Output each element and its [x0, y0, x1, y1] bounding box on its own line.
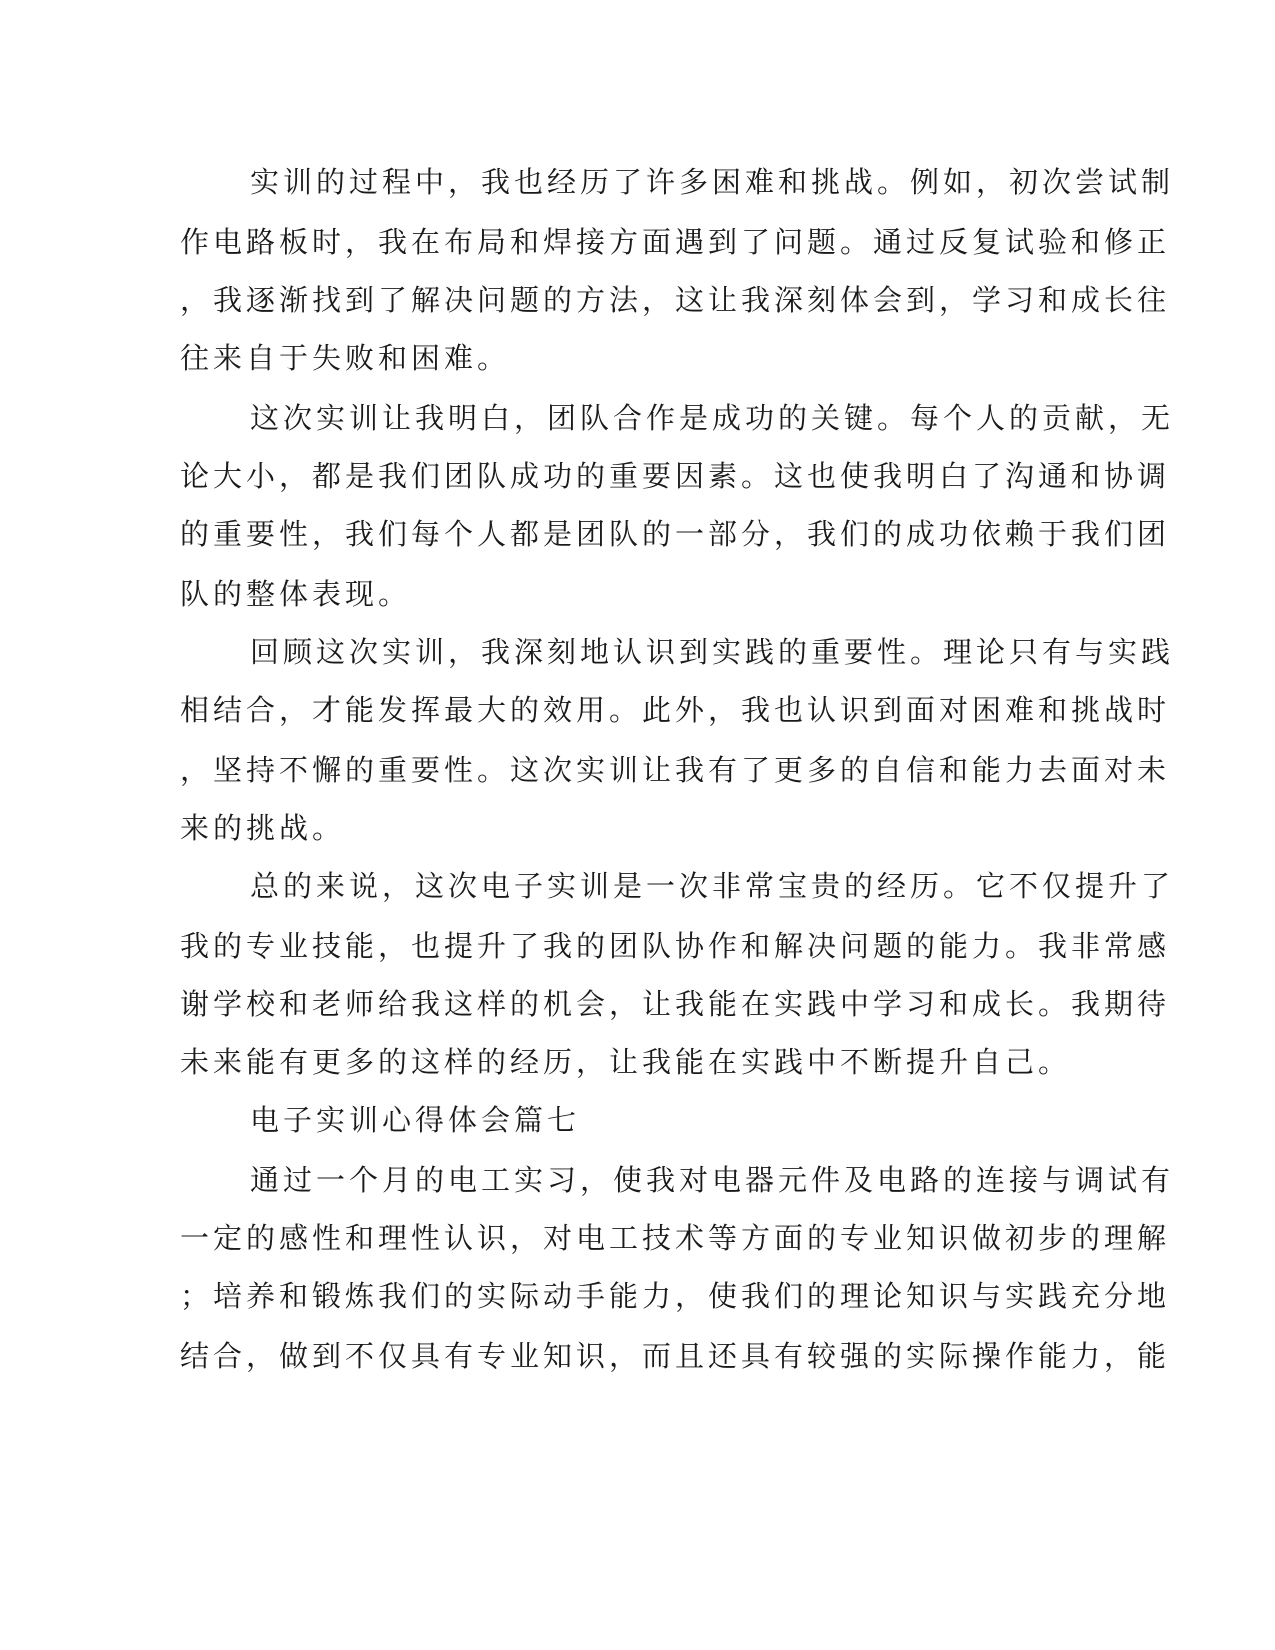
paragraph-line: 论大小，都是我们团队成功的重要因素。这也使我明白了沟通和协调 [180, 459, 1171, 493]
paragraph-line: 相结合，才能发挥最大的效用。此外，我也认识到面对困难和挑战时 [180, 693, 1171, 727]
paragraph-line: 往来自于失败和困难。 [180, 341, 511, 375]
paragraph-line: 这次实训让我明白，团队合作是成功的关键。每个人的贡献，无 [250, 401, 1175, 435]
paragraph-line: ，坚持不懈的重要性。这次实训让我有了更多的自信和能力去面对未 [180, 753, 1171, 787]
paragraph-line: 结合，做到不仅具有专业知识，而且还具有较强的实际操作能力，能 [180, 1339, 1171, 1373]
paragraph-line: 的重要性，我们每个人都是团队的一部分，我们的成功依赖于我们团 [180, 517, 1171, 551]
paragraph-line: 队的整体表现。 [180, 577, 412, 611]
paragraph-line: ；培养和锻炼我们的实际动手能力，使我们的理论知识与实践充分地 [180, 1279, 1171, 1313]
paragraph-line: 谢学校和老师给我这样的机会，让我能在实践中学习和成长。我期待 [180, 987, 1171, 1021]
paragraph-line: ，我逐渐找到了解决问题的方法，这让我深刻体会到，学习和成长往 [180, 283, 1171, 317]
paragraph-line: 实训的过程中，我也经历了许多困难和挑战。例如，初次尝试制 [250, 165, 1175, 199]
paragraph-line: 我的专业技能，也提升了我的团队协作和解决问题的能力。我非常感 [180, 929, 1171, 963]
paragraph-line: 总的来说，这次电子实训是一次非常宝贵的经历。它不仅提升了 [250, 869, 1175, 903]
paragraph-line: 未来能有更多的这样的经历，让我能在实践中不断提升自己。 [180, 1045, 1072, 1079]
section-heading: 电子实训心得体会篇七 [250, 1103, 581, 1137]
paragraph-line: 作电路板时，我在布局和焊接方面遇到了问题。通过反复试验和修正 [180, 225, 1171, 259]
paragraph-line: 回顾这次实训，我深刻地认识到实践的重要性。理论只有与实践 [250, 635, 1175, 669]
paragraph-line: 一定的感性和理性认识，对电工技术等方面的专业知识做初步的理解 [180, 1221, 1171, 1255]
paragraph-line: 来的挑战。 [180, 811, 346, 845]
paragraph-line: 通过一个月的电工实习，使我对电器元件及电路的连接与调试有 [250, 1163, 1175, 1197]
